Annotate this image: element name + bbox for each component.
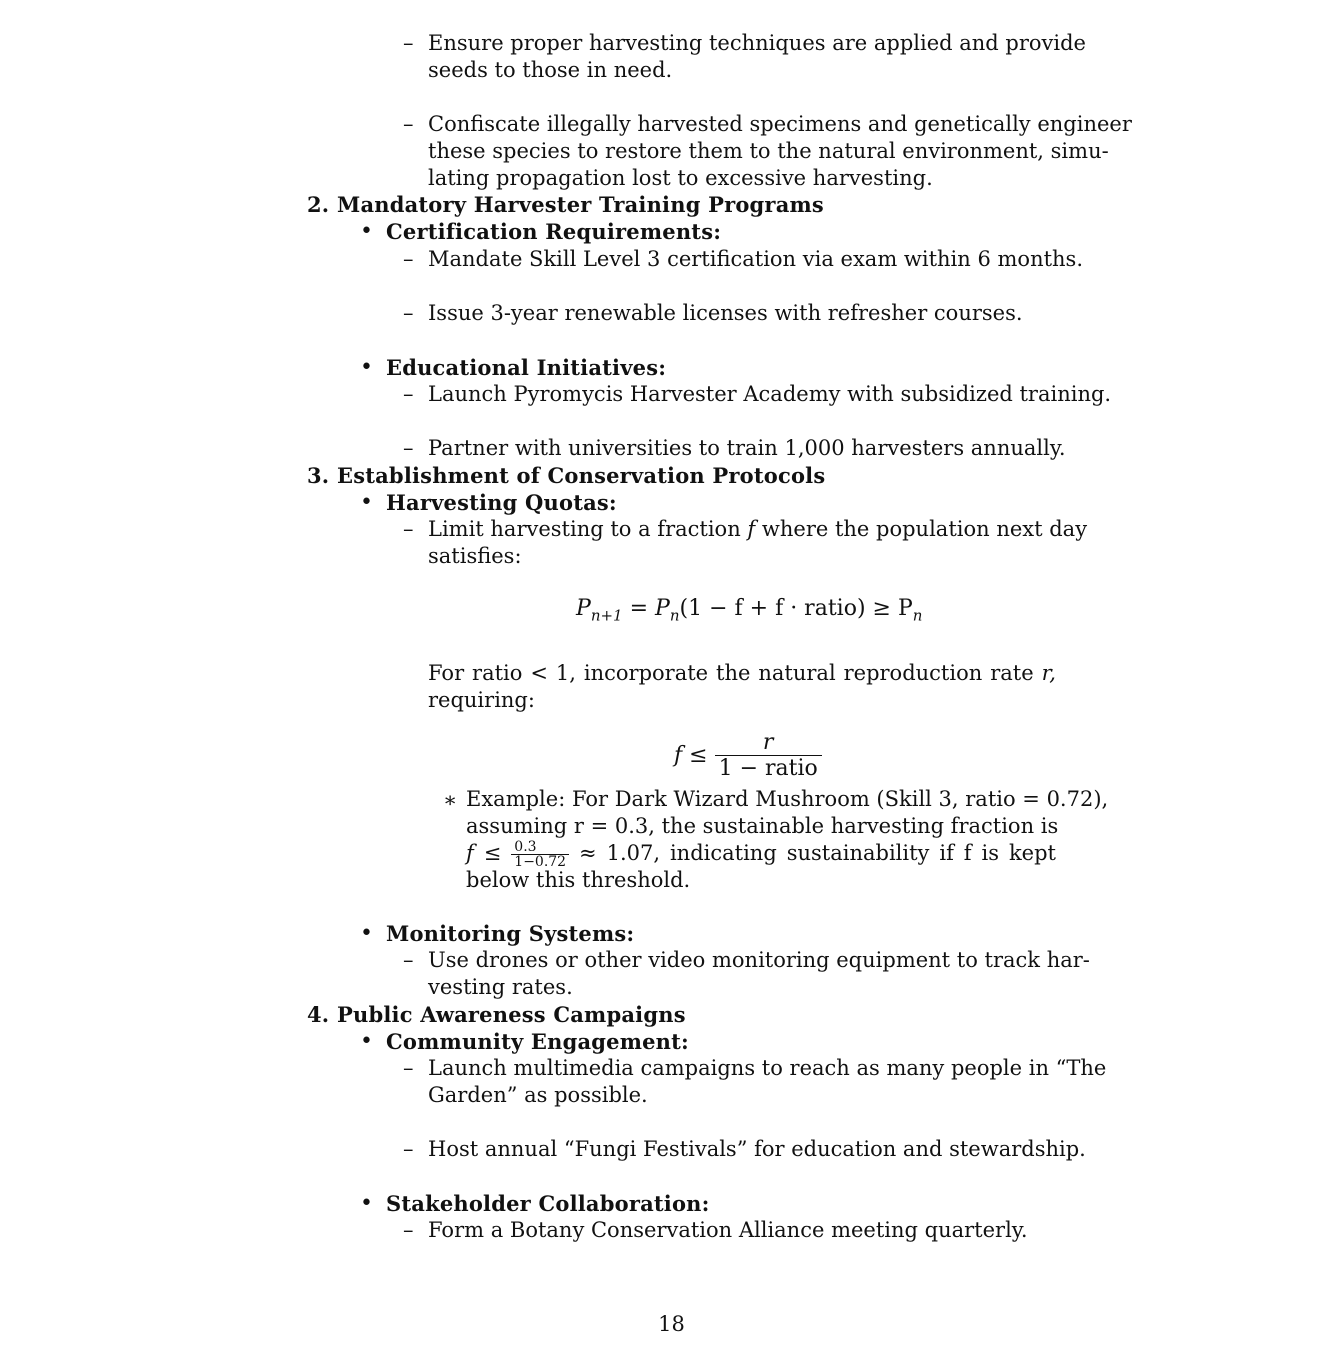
dash-bullet: –	[403, 247, 414, 271]
fraction	[715, 730, 822, 781]
star-bullet: ∗	[443, 788, 458, 812]
section-title: Public Awareness Campaigns	[337, 1002, 686, 1027]
example-fraction	[511, 840, 569, 869]
page-number: 18	[658, 1312, 685, 1336]
text-run: For ratio	[428, 661, 523, 685]
bullet-dot: •	[360, 1191, 373, 1216]
equation-population: $P_{n+1} = P_n(1 - f + f$ · ratio) ≥ $P_n$	[576, 596, 923, 625]
list-item-text: seeds to those in need.	[428, 58, 673, 82]
list-item-text: Confiscate illegally harvested specimens and genetically engineer	[428, 112, 1132, 136]
fraction-denominator: 1−0.72	[514, 854, 567, 870]
dash-bullet: –	[403, 31, 414, 55]
math-variable: r,	[1041, 661, 1056, 685]
bullet-dot: •	[360, 921, 373, 946]
fraction-denominator: 1 − ratio	[718, 756, 818, 781]
paragraph-text	[428, 660, 1056, 687]
paragraph-text: requiring:	[428, 688, 535, 712]
example-text: assuming r = 0.3, the sustainable harvesting fraction is	[466, 814, 1059, 838]
list-item-text	[428, 516, 1088, 543]
subsection-heading: Harvesting Quotas:	[386, 490, 617, 515]
dash-bullet: –	[403, 1137, 414, 1161]
list-item-text: Launch multimedia campaigns to reach as many people in “The	[428, 1056, 1107, 1080]
subsection-heading: Community Engagement:	[386, 1029, 689, 1054]
section-title: Establishment of Conservation Protocols	[337, 463, 826, 488]
equation-body: (1 − f + f · ratio) ≥ P	[679, 596, 913, 621]
dash-bullet: –	[403, 1056, 414, 1080]
section-number: 3.	[307, 463, 330, 488]
section-title: Mandatory Harvester Training Programs	[337, 192, 824, 217]
list-item-text: lating propagation lost to excessive harvesting.	[428, 166, 933, 190]
dash-bullet: –	[403, 1218, 414, 1242]
list-item-text: Form a Botany Conservation Alliance meeting quarterly.	[428, 1218, 1028, 1242]
list-item-text: Mandate Skill Level 3 certification via exam within 6 months.	[428, 247, 1084, 271]
list-item-text: Issue 3-year renewable licenses with refresher courses.	[428, 301, 1023, 325]
subsection-heading: Certification Requirements:	[386, 219, 722, 244]
bullet-dot: •	[360, 490, 373, 515]
dash-bullet: –	[403, 382, 414, 406]
dash-bullet: –	[403, 301, 414, 325]
list-item-text: Partner with universities to train 1,000 harvesters annually.	[428, 436, 1066, 460]
subsection-heading: Educational Initiatives:	[386, 355, 667, 380]
section-number: 2.	[307, 192, 330, 217]
bullet-dot: •	[360, 1029, 373, 1054]
example-text: f ≤ $\frac{0.3}{1-0.72}$ ≈ 1.07, indicating sustainability if f is kept	[466, 839, 1056, 870]
text-run: Limit harvesting to a fraction	[428, 517, 741, 541]
list-item-text: vesting rates.	[428, 975, 573, 999]
text-run: where the population next day	[761, 517, 1088, 541]
fraction-numerator: r	[715, 730, 822, 756]
bullet-dot: •	[360, 355, 373, 380]
dash-bullet: –	[403, 112, 414, 136]
list-item-text: Use drones or other video monitoring equipment to track har-	[428, 948, 1090, 972]
example-text: Example: For Dark Wizard Mushroom (Skill 3, ratio = 0.72),	[466, 787, 1109, 811]
example-text: below this threshold.	[466, 868, 691, 892]
list-item-text: Launch Pyromycis Harvester Academy with subsidized training.	[428, 382, 1112, 406]
equation-lhs: f ≤	[674, 743, 708, 768]
subsection-heading: Monitoring Systems:	[386, 921, 635, 946]
subsection-heading: Stakeholder Collaboration:	[386, 1191, 710, 1216]
equation-fraction-bound	[674, 730, 822, 781]
fraction-numerator: 0.3	[511, 840, 569, 855]
math-variable: f	[747, 517, 756, 541]
text-run: < 1, incorporate the natural reproduction rate	[530, 661, 1034, 685]
list-item-text: Garden” as possible.	[428, 1083, 648, 1107]
dash-bullet: –	[403, 948, 414, 972]
section-number: 4.	[307, 1002, 330, 1027]
dash-bullet: –	[403, 436, 414, 460]
list-item-text: Host annual “Fungi Festivals” for education and stewardship.	[428, 1137, 1086, 1161]
text-run: ≈ 1.07, indicating sustainability if f is kept	[579, 841, 1056, 865]
bullet-dot: •	[360, 219, 373, 244]
list-item-text: these species to restore them to the natural environment, simu-	[428, 139, 1109, 163]
list-item-text: satisfies:	[428, 544, 522, 568]
list-item-text: Ensure proper harvesting techniques are applied and provide	[428, 31, 1086, 55]
dash-bullet: –	[403, 517, 414, 541]
